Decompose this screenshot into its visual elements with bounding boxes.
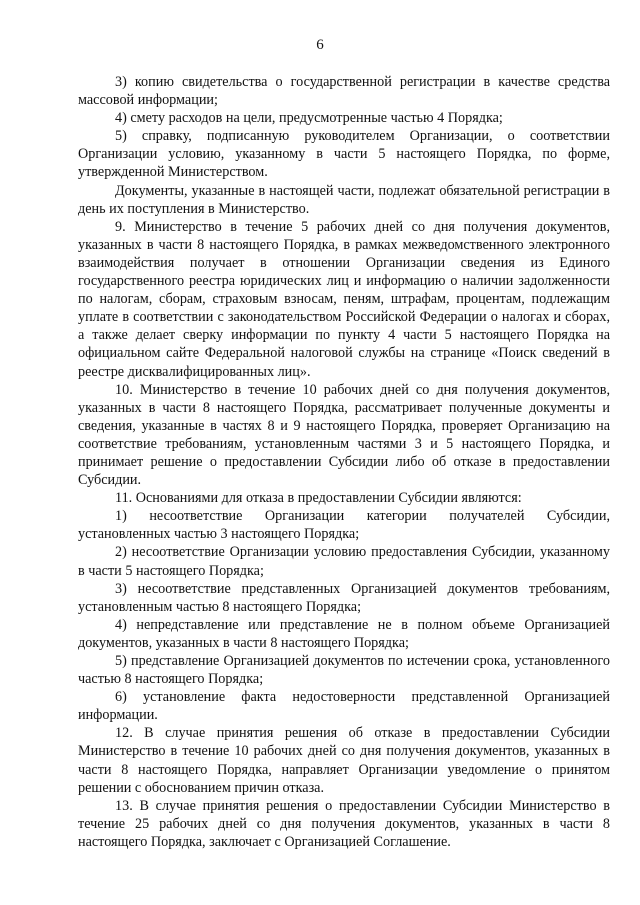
paragraph-section-10: 10. Министерство в течение 10 рабочих дней со дня получения документов, указанных в части 8 настоящего Порядка, рассматривает полученные документы и сведения, указанные в частях 8 и 9 настоящего Порядка, проверяет Организацию на соответствие требованиям, установленным частями 3 и 5 настоящего Порядка, и принимает решение о предоставлении Субсидии либо об отказе в предоставлении Субсидии. [78, 381, 610, 489]
refusal-reason-6: 6) установление факта недостоверности представленной Организацией информации. [78, 689, 610, 724]
paragraph-section-13: 13. В случае принятия решения о предоставлении Субсидии Министерство в течение 25 рабочих дней со дня получения документов, указанных в части 8 настоящего Порядка, заключает с Организацией Соглашение. [78, 797, 610, 850]
paragraph-section-9: 9. Министерство в течение 5 рабочих дней со дня получения документов, указанных в части 8 настоящего Порядка, в рамках межведомственного электронного взаимодействия получает в отношении Организации сведения из Единого государственного реестра юридических лиц и информацию о наличии задолженности по налогам, сборам, страховым взносам, пеням, штрафам, процентам, подлежащим уплате в соответствии с законодательством Российской Федерации о налогах и сборах, а также делает сверку информации по пункту 4 части 5 настоящего Порядка на официальном сайте Федеральной налоговой службы на странице «Поиск сведений в реестре дисквалифицированных лиц». [78, 218, 610, 380]
paragraph-item-4: 4) смету расходов на цели, предусмотренные частью 4 Порядка; [115, 110, 503, 127]
page-number: 6 [316, 37, 324, 53]
paragraph-item-5: 5) справку, подписанную руководителем Организации, о соответствии Организации условию, указанному в части 5 настоящего Порядка, по форме, утвержденной Министерством. [78, 128, 610, 181]
paragraph-registration-note: Документы, указанные в настоящей части, подлежат обязательной регистрации в день их поступления в Министерство. [78, 182, 610, 217]
refusal-reason-2: 2) несоответствие Организации условию предоставления Субсидии, указанному в части 5 настоящего Порядка; [78, 544, 610, 579]
paragraph-section-11: 11. Основаниями для отказа в предоставлении Субсидии являются: [115, 490, 522, 507]
document-body [78, 73, 610, 851]
refusal-reason-5: 5) представление Организацией документов по истечении срока, установленного частью 8 настоящего Порядка; [78, 653, 610, 688]
paragraph-section-12: 12. В случае принятия решения об отказе в предоставлении Субсидии Министерство в течение 10 рабочих дней со дня получения документов, указанных в части 8 настоящего Порядка, направляет Организации уведомление о принятом решении с обоснованием причин отказа. [78, 725, 610, 796]
refusal-reason-3: 3) несоответствие представленных Организацией документов требованиям, установленным частью 8 настоящего Порядка; [78, 580, 610, 615]
refusal-reason-1: 1) несоответствие Организации категории получателей Субсидии, установленных частью 3 настоящего Порядка; [78, 508, 610, 543]
paragraph-item-3: 3) копию свидетельства о государственной регистрации в качестве средства массовой информации; [78, 74, 610, 109]
refusal-reason-4: 4) непредставление или представление не в полном объеме Организацией документов, указанных в части 8 настоящего Порядка; [78, 616, 610, 651]
